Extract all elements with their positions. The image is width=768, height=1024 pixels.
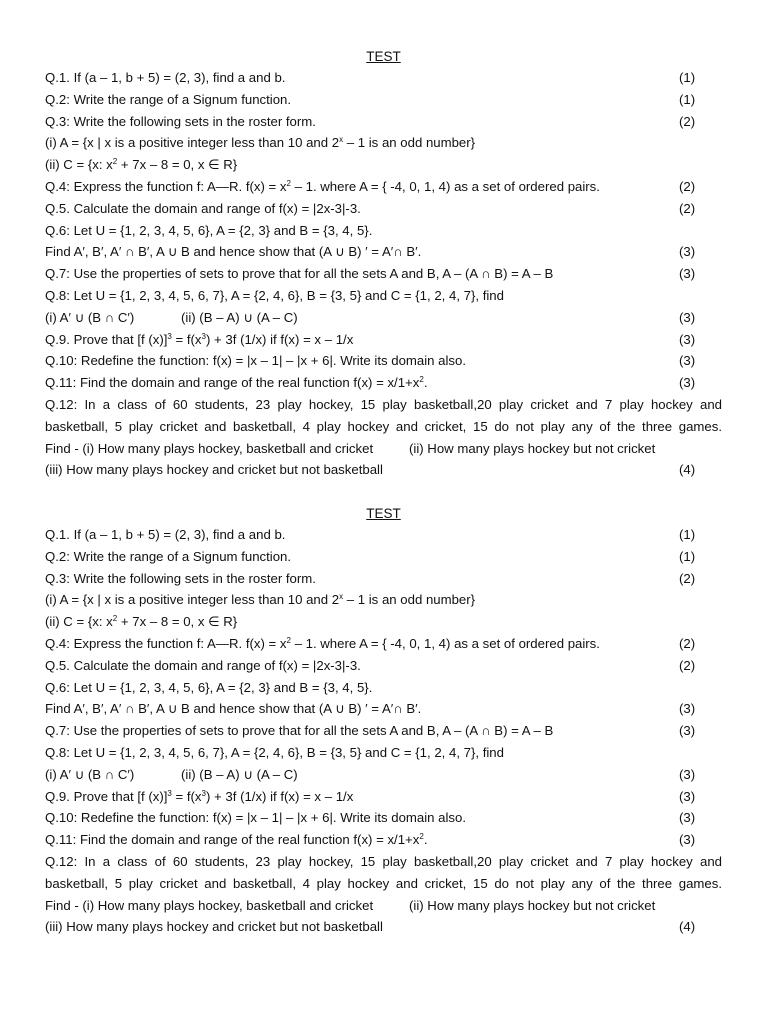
question-3-part-ii (45, 611, 722, 633)
question-part-ii: (ii) How many plays hockey but not cricket (409, 440, 656, 456)
question-marks: (3) (679, 723, 696, 739)
question-12-part-iii (45, 916, 722, 938)
question-6-find (45, 698, 722, 720)
question-marks: (3) (679, 810, 696, 826)
question-1 (45, 67, 722, 89)
question-marks: (2) (679, 200, 696, 216)
question-part-iii: (iii) How many plays hockey and cricket but not basketball (45, 919, 383, 935)
question-text: Q.6: Let U = {1, 2, 3, 4, 5, 6}, A = {2, 3} and B = {3, 4, 5}. (45, 222, 373, 238)
question-1 (45, 524, 722, 546)
question-6 (45, 220, 722, 242)
question-text: Q.11: Find the domain and range of the real function $f(x) = x/1+x^2$. (45, 375, 428, 391)
question-marks: (3) (679, 701, 696, 717)
question-text: (ii) C = {x: $x^2 + 7x - 8 = 0$, x ∈ R} (45, 614, 238, 630)
question-text: Q.5. Calculate the domain and range of f(x) = |2x-3|-3. (45, 200, 361, 216)
question-12-line-2: basketball, 5 play cricket and basketball, 4 play hockey and cricket, 15 do not play any of the three games. (45, 418, 722, 434)
question-text: Q.4: Express the function f: A—R. $f(x) = x^2 - 1$. where A = { -4, 0, 1, 4) as a set of ordered pairs. (45, 178, 600, 194)
question-marks: (2) (679, 657, 696, 673)
question-text: Q.9. Prove that [f $(x)]^3 = f(x^3) + 3f$ (1/x) if f(x) = x – 1/x (45, 331, 354, 347)
question-6 (45, 677, 722, 699)
question-8-parts (45, 764, 722, 786)
question-11 (45, 829, 722, 851)
question-part-ii: (ii) (B – A) ∪ (A – C) (181, 766, 298, 782)
question-3-part-i (45, 132, 722, 154)
question-2 (45, 546, 722, 568)
question-part-iii: (iii) How many plays hockey and cricket but not basketball (45, 462, 383, 478)
question-text: Q.10: Redefine the function: f(x) = |x – 1| – |x + 6|. Write its domain also. (45, 353, 467, 369)
question-marks: (3) (679, 266, 696, 282)
question-12-line-1: Q.12: In a class of 60 students, 23 play hockey, 15 play basketball,20 play cricket and 7 play hockey and (45, 396, 722, 412)
question-6-find (45, 241, 722, 263)
question-part-i: (i) A′ ∪ (B ∩ C′) (45, 309, 135, 325)
question-2 (45, 89, 722, 111)
question-part-i: (i) A′ ∪ (B ∩ C′) (45, 766, 135, 782)
question-part-i: Find - (i) How many plays hockey, basketball and cricket (45, 440, 374, 456)
question-11 (45, 372, 722, 394)
question-text: Q.2: Write the range of a Signum function. (45, 91, 292, 107)
question-part-ii: (ii) (B – A) ∪ (A – C) (181, 309, 298, 325)
question-10 (45, 350, 722, 372)
question-marks: (1) (679, 70, 696, 85)
question-text: Q.2: Write the range of a Signum function. (45, 548, 292, 564)
question-8 (45, 742, 722, 764)
question-marks: (1) (679, 527, 696, 542)
question-marks: (3) (679, 244, 696, 260)
question-marks: (3) (679, 309, 696, 325)
question-7 (45, 263, 722, 285)
question-marks: (4) (679, 919, 696, 935)
question-12-find (45, 895, 722, 917)
question-text: Q.7: Use the properties of sets to prove that for all the sets A and B, A – (A ∩ B) = A – B (45, 266, 554, 282)
question-text: (ii) C = {x: $x^2 + 7x - 8 = 0$, x ∈ R} (45, 157, 238, 173)
test-title: TEST (366, 49, 401, 64)
question-marks: (3) (679, 766, 696, 782)
question-text: Q.10: Redefine the function: f(x) = |x – 1| – |x + 6|. Write its domain also. (45, 810, 467, 826)
question-text: Q.9. Prove that [f $(x)]^3 = f(x^3) + 3f$ (1/x) if f(x) = x – 1/x (45, 788, 354, 804)
question-marks: (2) (679, 635, 696, 651)
question-text: (i) A = {x | x is a positive integer less than 10 and 2$^x$ – 1 is an odd number} (45, 592, 476, 608)
question-5 (45, 198, 722, 220)
question-part-i: Find - (i) How many plays hockey, basketball and cricket (45, 897, 374, 913)
question-7 (45, 720, 722, 742)
question-marks: (3) (679, 832, 696, 848)
question-marks: (2) (679, 178, 696, 194)
question-text: Q.11: Find the domain and range of the real function $f(x) = x/1+x^2$. (45, 832, 428, 848)
question-9 (45, 786, 722, 808)
question-marks: (1) (679, 91, 696, 107)
question-text: Q.8: Let U = {1, 2, 3, 4, 5, 6, 7}, A = {2, 4, 6}, B = {3, 5} and C = {1, 2, 4, 7}, find (45, 744, 504, 760)
test-block-1 (45, 46, 722, 481)
question-marks: (2) (679, 570, 696, 586)
question-marks: (3) (679, 331, 696, 347)
question-8 (45, 285, 722, 307)
question-part-ii: (ii) How many plays hockey but not cricket (409, 897, 656, 913)
question-12-line-1: Q.12: In a class of 60 students, 23 play hockey, 15 play basketball,20 play cricket and 7 play hockey and (45, 853, 722, 869)
question-text: Q.7: Use the properties of sets to prove that for all the sets A and B, A – (A ∩ B) = A – B (45, 723, 554, 739)
question-10 (45, 807, 722, 829)
question-3-part-i (45, 589, 722, 611)
question-text: Q.3: Write the following sets in the roster form. (45, 113, 316, 129)
question-text: Q.4: Express the function f: A—R. $f(x) = x^2 - 1$. where A = { -4, 0, 1, 4) as a set of ordered pairs. (45, 635, 600, 651)
question-3 (45, 568, 722, 590)
question-3-part-ii (45, 154, 722, 176)
question-text: (i) A = {x | x is a positive integer less than 10 and 2$^x$ – 1 is an odd number} (45, 135, 476, 151)
test-title: TEST (366, 506, 401, 521)
question-12-find (45, 438, 722, 460)
question-4 (45, 176, 722, 198)
question-text: Find A′, B′, A′ ∩ B′, A ∪ B and hence show that (A ∪ B) ′ = A′∩ B′. (45, 701, 422, 717)
question-12-part-iii (45, 459, 722, 481)
question-text: Q.5. Calculate the domain and range of f(x) = |2x-3|-3. (45, 657, 361, 673)
question-marks: (3) (679, 375, 696, 391)
question-marks: (2) (679, 113, 696, 129)
question-5 (45, 655, 722, 677)
question-4 (45, 633, 722, 655)
question-marks: (3) (679, 353, 696, 369)
test-block-2 (45, 503, 722, 938)
question-3 (45, 111, 722, 133)
question-text: Q.3: Write the following sets in the roster form. (45, 570, 316, 586)
question-12-line-2: basketball, 5 play cricket and basketball, 4 play hockey and cricket, 15 do not play any of the three games. (45, 875, 722, 891)
question-text: Q.8: Let U = {1, 2, 3, 4, 5, 6, 7}, A = {2, 4, 6}, B = {3, 5} and C = {1, 2, 4, 7}, find (45, 287, 504, 303)
question-text: Q.1. If (a – 1, b + 5) = (2, 3), find a and b. (45, 527, 286, 542)
question-marks: (3) (679, 788, 696, 804)
question-8-parts (45, 307, 722, 329)
question-marks: (1) (679, 548, 696, 564)
question-text: Q.6: Let U = {1, 2, 3, 4, 5, 6}, A = {2, 3} and B = {3, 4, 5}. (45, 679, 373, 695)
question-text: Q.1. If (a – 1, b + 5) = (2, 3), find a and b. (45, 70, 286, 85)
question-9 (45, 329, 722, 351)
question-text: Find A′, B′, A′ ∩ B′, A ∪ B and hence show that (A ∪ B) ′ = A′∩ B′. (45, 244, 422, 260)
question-marks: (4) (679, 462, 696, 478)
